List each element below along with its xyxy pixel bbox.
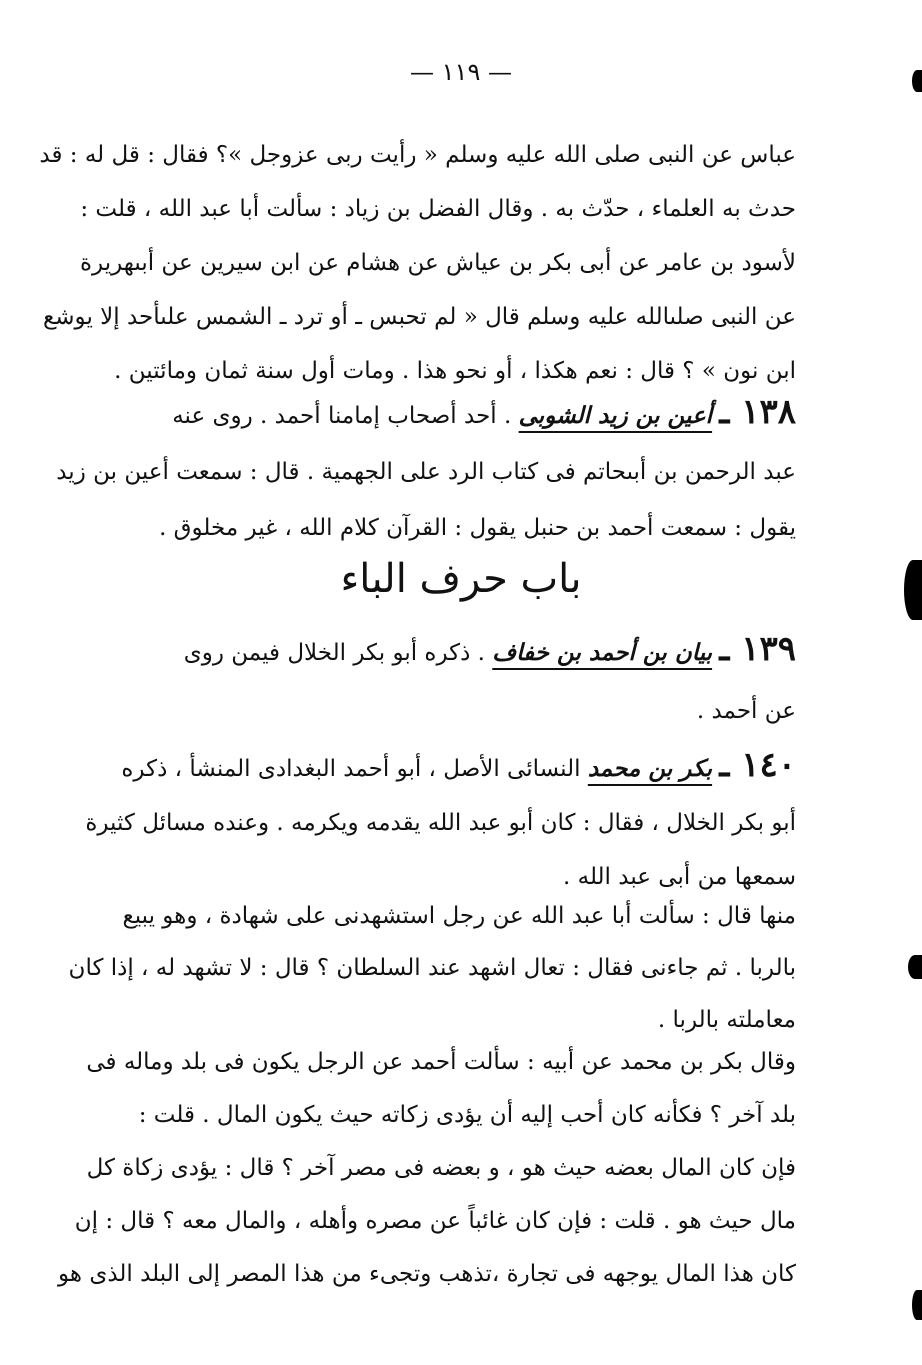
text-line: عن أحمد . [696,698,796,724]
entry-number: ١٣٨ ـ [719,392,796,432]
entry-140-heading-line [121,738,796,796]
text-line: معاملته بالربا . [657,1007,796,1033]
text-line: لأسود بن عامر عن أبى بكر بن عياش عن هشام عن ابن سيرين عن أبىهريرة [79,250,796,276]
text-line: مال حيث هو . قلت : فإن كان غائباً عن مصره وأهله ، والمال معه ؟ قال : إن [74,1208,796,1234]
text-line: وقال بكر بن محمد عن أبيه : سألت أحمد عن الرجل يكون فى بلد وماله فى [86,1049,796,1075]
binding-mark-bottom [912,1290,922,1320]
entry-number: ١٤٠ ـ [719,745,796,785]
text-line: فإن كان المال بعضه حيث هو ، و بعضه فى مصر آخر ؟ قال : يؤدى زكاة كل [86,1155,796,1181]
entry-text: النسائى الأصل ، أبو أحمد البغدادى المنشأ ، ذكره [121,756,581,782]
paragraph-waqala [58,1036,796,1301]
entry-name: أعين بن زيد الشوبى [518,402,713,429]
entry-140 [85,738,796,904]
text-line: سمعها من أبى عبد الله . [562,864,796,890]
text-line: عبد الرحمن بن أبىحاتم فى كتاب الرد على الجهمية . قال : سمعت أعين بن زيد [56,459,796,485]
paragraph-minha [68,890,796,1046]
text-line: عن النبى صلىالله عليه وسلم قال « لم تحبس ـ أو ترد ـ الشمس علىأحد إلا يوشع [43,304,796,330]
entry-139-heading-line [182,620,796,682]
page-number: — ١١٩ — [410,58,512,86]
text-line: عباس عن النبى صلى الله عليه وسلم « رأيت ربى عزوجل »؟ فقال : قل له : قد [39,142,796,168]
entry-138 [56,384,796,556]
text-line: كان هذا المال يوجهه فى تجارة ،تذهب وتجىء من هذا المصر إلى البلد الذى هو [58,1261,796,1287]
text-line: بالربا . ثم جاءنى فقال : تعال اشهد عند السلطان ؟ قال : لا تشهد له ، إذا كان [68,955,796,981]
entry-number: ١٣٩ ـ [719,629,796,669]
text-line: ابن نون » ؟ قال : نعم هكذا ، أو نحو هذا . ومات أول سنة ثمان ومائتين . [114,358,796,384]
entry-name: بكر بن محمد [587,755,713,782]
binding-mark-lower [908,955,922,979]
text-line: أبو بكر الخلال ، فقال : كان أبو عبد الله يقدمه ويكرمه . وعنده مسائل كثيرة [85,810,796,836]
entry-name: بيان بن أحمد بن خفاف [492,639,713,666]
chapter-heading: باب حرف الباء [340,556,582,602]
entry-139 [182,620,796,740]
entry-text: . ذكره أبو بكر الخلال فيمن روى [183,640,485,666]
paragraph-opening [39,128,796,398]
text-line: يقول : سمعت أحمد بن حنبل يقول : القرآن كلام الله ، غير مخلوق . [159,515,796,541]
text-line: حدث به العلماء ، حدّث به . وقال الفضل بن زياد : سألت أبا عبد الله ، قلت : [80,196,796,222]
entry-138-heading-line [172,384,796,444]
text-line: بلد آخر ؟ فكأنه كان أحب إليه أن يؤدى زكاته حيث يكون المال . قلت : [138,1102,796,1128]
text-line: منها قال : سألت أبا عبد الله عن رجل استشهدنى على شهادة ، وهو يبيع [122,903,796,929]
entry-text: . أحد أصحاب إمامنا أحمد . روى عنه [172,403,512,429]
